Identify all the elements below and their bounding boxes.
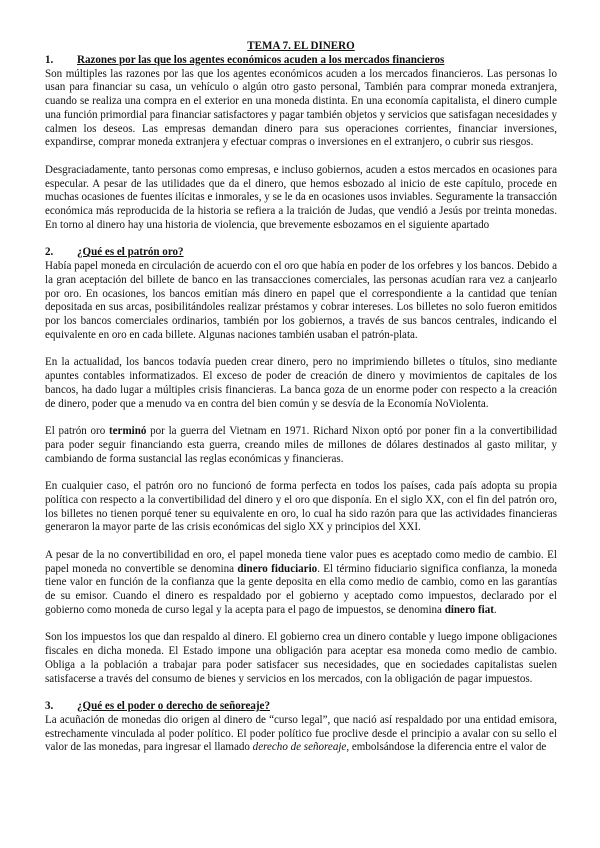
document-title: TEMA 7. EL DINERO: [247, 40, 355, 52]
section-1-paragraph-1: Son múltiples las razones por las que los agentes económicos acuden a los mercados financieros. Las personas lo usan para financiar su casa, un vehículo o algún otro gasto personal, También para comprar moneda extranjera, cuando se realiza una compra en el exterior en una moneda distinta. En una economía capitalista, el dinero cumple una función primordial para financiar satisfactores y pagar también objetos y servicios que satisfagan necesidades y calmen los deseos. Las empresas demandan dinero para sus operaciones corrientes, financiar inversiones, expandirse, comprar moneda extranjera y efectuar compras o inversiones en el extranjero, o cubrir sus riesgos.: [45, 67, 557, 149]
section-1-paragraph-2: Desgraciadamente, tanto personas como empresas, e incluso gobiernos, acuden a estos mercados en ocasiones para especular. A pesar de las utilidades que da el dinero, que hemos esbozado al inicio de este capítulo, procede en muchas ocasiones de fuentes ilícitas e inmorales, y se le da en ocasiones usos inviables. Seguramente la transacción económica más reproducida de la historia se refiera a la traición de Judas, que vendió a Jesús por treinta monedas. En torno al dinero hay una historia de violencia, que brevemente esbozamos en el siguiente apartado: [45, 163, 557, 231]
section-2-paragraph-1: Había papel moneda en circulación de acuerdo con el oro que había en poder de los orfebres y los bancos. Debido a la gran aceptación del billete de banco en las transacciones comerciales, las personas acudían rara vez a canjearlo por oro. En ocasiones, los bancos emitían más dinero en papel que el correspondiente a la cantidad que tenían depositada en sus arcas, posibilitándoles realizar préstamos y cobrar intereses. Los billetes no solo fueron emitidos por los bancos comerciales ordinarios, también por los gobiernos, a través de sus bancos centrales, indicando el equivalente en oro en cada billete. Algunas naciones también usaban el patrón-plata.: [45, 260, 557, 341]
document-page: [45, 40, 557, 755]
section-2-paragraph-2: En la actualidad, los bancos todavía pueden crear dinero, pero no imprimiendo billetes o títulos, sino mediante apuntes contables informatizados. El exceso de poder de creación de dinero y movimientos de capitales de los bancos, ha dado lugar a múltiples crisis financieras. La banca goza de un enorme poder con respecto a la creación de dinero, poder que a menudo va en contra del bien común y se desvía de la Economía NoViolenta.: [45, 356, 557, 410]
text-span: .: [493, 603, 497, 616]
section-3-paragraph-1: [45, 714, 557, 755]
section-3-title: ¿Qué es el poder o derecho de señoreaje?: [77, 700, 270, 712]
section-2-paragraph-6: Son los impuestos los que dan respaldo al dinero. El gobierno crea un dinero contable y luego impone obligaciones fiscales en dicha moneda. El Estado impone una obligación para aceptar esa moneda como medio de cambio. Obliga a la población a trabajar para poder satisfacer sus necesidades, que en sociedades capitalistas suelen satisfacerse a través del consumo de bienes y servicios en los mercados, con la obligación de pagar impuestos.: [45, 631, 557, 685]
section-3-number: 3.: [45, 700, 54, 712]
term-derecho-de-senoreaje: derecho de señoreaje: [252, 741, 347, 754]
text-span: La acuñación de monedas dio origen al dinero de “curso legal”, que nació así respaldado por una entidad emisora, estrechamente vinculada al poder político. El poder político fue proclive desde el principio a avalar con su sello el valor de las monedas, para ingresar el llamado: [45, 713, 557, 754]
text-span: El patrón oro: [45, 425, 109, 437]
section-1-heading: [45, 54, 557, 68]
section-1-title: Razones por las que los agentes económicos acuden a los mercados financieros: [77, 53, 445, 66]
section-2-paragraph-3: [45, 425, 557, 466]
term-dinero-fiat: dinero fiat: [444, 603, 494, 616]
term-dinero-fiduciario: dinero fiduciario: [237, 562, 318, 575]
section-3-heading: [45, 700, 557, 714]
text-span: , embolsándose la diferencia entre el valor de: [346, 741, 547, 754]
section-2-paragraph-4: En cualquier caso, el patrón oro no funcionó de forma perfecta en todos los países, cada país adopta su propia política con respecto a la convertibilidad del dinero y el oro que disponía. En el siglo XX, con el fin del patrón oro, los billetes no tienen porqué tener su equivalente en oro, lo cual ha sido razón para que las actividades financieras generaron la mayor parte de las crisis económicas del siglo XX y principios del XXI.: [45, 480, 557, 534]
section-2-paragraph-5: [45, 549, 557, 618]
emphasis-terminated: terminó: [108, 425, 147, 437]
section-2-heading: [45, 246, 557, 260]
section-2-title: ¿Qué es el patrón oro?: [77, 246, 184, 259]
text-span: . El término fiduciario significa confianza, la moneda tiene valor en función de la confianza que la gente deposita en ella como medio de cambio, como en las garantías de su emisor. Cuando el dinero es respaldado por el gobierno y aceptado como impuestos, declarado por el gobierno como moneda de curso legal y la acepta para el pago de impuestos, se denomina: [45, 562, 558, 616]
section-2-number: 2.: [45, 246, 54, 259]
section-1-number: 1.: [45, 53, 54, 66]
text-span: por la guerra del Vietnam en 1971. Richard Nixon optó por poner fin a la convertibilidad para poder seguir financiando esta guerra, creando miles de millones de dólares destinados al gasto militar, y cambiando de forma sustancial las reglas económicas y financieras.: [45, 425, 557, 465]
text-span: A pesar de la no convertibilidad en oro, el papel moneda tiene valor pues es aceptado como medio de cambio. El papel moneda no convertible se denomina: [45, 548, 557, 575]
